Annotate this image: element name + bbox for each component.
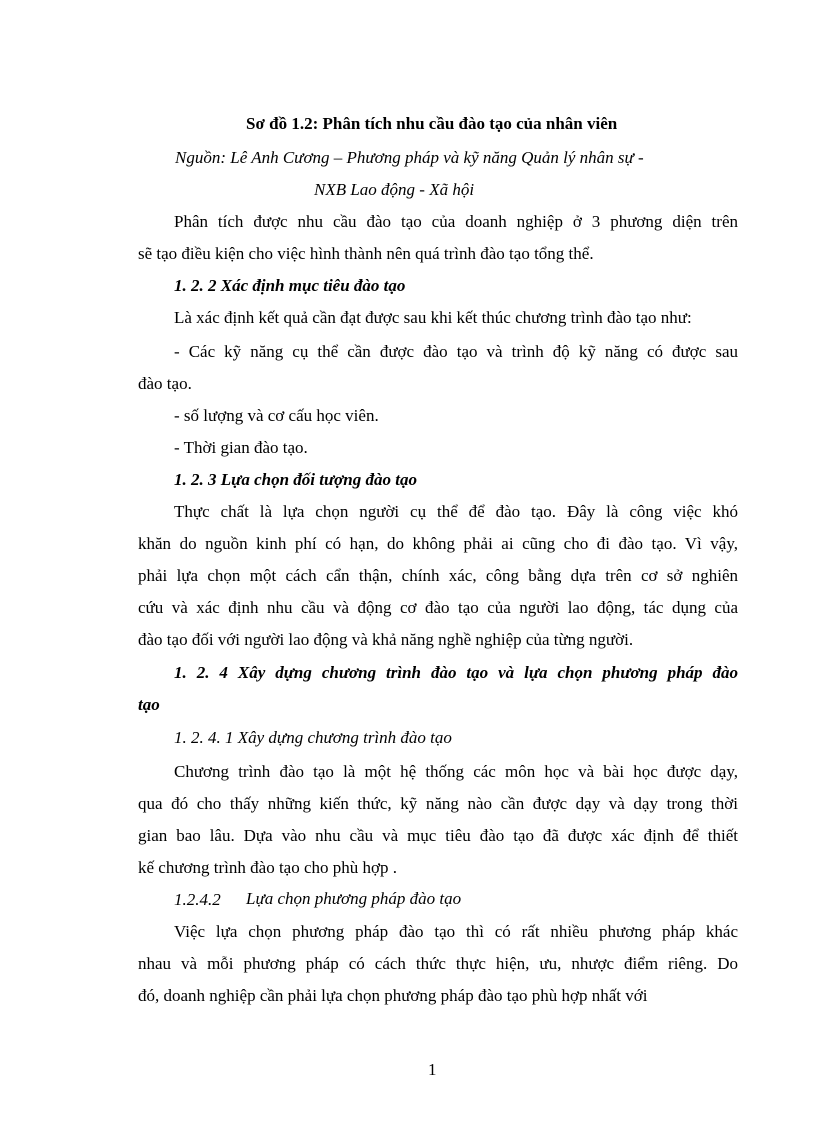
bullet-duration: - Thời gian đào tạo. (174, 438, 308, 457)
paragraph-line: khăn do nguồn kinh phí có hạn, do không phải ai cũng cho đi đào tạo. Vì vậy, (138, 534, 738, 553)
bullet-skills-line-2: đào tạo. (138, 374, 192, 393)
paragraph-line: qua đó cho thấy những kiến thức, kỹ năng nào cần được dạy và dạy trong thời (138, 794, 738, 813)
source-line-1: Nguồn: Lê Anh Cương – Phương pháp và kỹ năng Quản lý nhân sự - (175, 148, 644, 167)
section-heading-1-2-4-line-2: tạo (138, 695, 160, 714)
paragraph-line: phải lựa chọn một cách cẩn thận, chính xác, công bằng dựa trên cơ sở nghiên (138, 566, 738, 585)
section-heading-1-2-2: 1. 2. 2 Xác định mục tiêu đào tạo (174, 276, 406, 295)
subsection-number-1-2-4-2: 1.2.4.2 (174, 890, 221, 909)
paragraph-line: đó, doanh nghiệp cần phải lựa chọn phương pháp đào tạo phù hợp nhất với (138, 986, 648, 1005)
intro-line-1: Phân tích được nhu cầu đào tạo của doanh nghiệp ở 3 phương diện trên (174, 212, 738, 231)
paragraph-line: kế chương trình đào tạo cho phù hợp . (138, 858, 398, 877)
source-line-2: NXB Lao động - Xã hội (314, 180, 475, 199)
bullet-learners: - số lượng và cơ cấu học viên. (174, 406, 379, 425)
subsection-heading-1-2-4-1: 1. 2. 4. 1 Xây dựng chương trình đào tạo (174, 728, 452, 747)
subsection-title-1-2-4-2: Lựa chọn phương pháp đào tạo (246, 889, 462, 908)
paragraph-line: gian bao lâu. Dựa vào nhu cầu và mục tiêu đào tạo đã được xác định để thiết (138, 826, 738, 845)
intro-line-2: sẽ tạo điều kiện cho việc hình thành nên quá trình đào tạo tổng thể. (138, 244, 594, 263)
section-heading-1-2-4-line-1: 1. 2. 4 Xây dựng chương trình đào tạo và lựa chọn phương pháp đào (174, 663, 738, 682)
bullet-skills-line-1: - Các kỹ năng cụ thể cần được đào tạo và trình độ kỹ năng có được sau (174, 342, 738, 361)
paragraph-line: nhau và mỗi phương pháp có cách thức thực hiện, ưu, nhược điểm riêng. Do (138, 954, 738, 973)
paragraph-line: Thực chất là lựa chọn người cụ thể để đào tạo. Đây là công việc khó (174, 502, 738, 521)
paragraph-line: Việc lựa chọn phương pháp đào tạo thì có rất nhiều phương pháp khác (174, 922, 738, 941)
paragraph-line: cứu và xác định nhu cầu và động cơ đào tạo của người lao động, tác dụng của (138, 598, 738, 617)
figure-caption: Sơ đồ 1.2: Phân tích nhu cầu đào tạo của nhân viên (246, 114, 618, 133)
paragraph-line: đào tạo đối với người lao động và khả năng nghề nghiệp của từng người. (138, 630, 634, 649)
section-heading-1-2-3: 1. 2. 3 Lựa chọn đối tượng đào tạo (174, 470, 417, 489)
paragraph: Là xác định kết quả cần đạt được sau khi kết thúc chương trình đào tạo như: (174, 308, 692, 327)
page-number: 1 (428, 1060, 437, 1079)
paragraph-line: Chương trình đào tạo là một hệ thống các môn học và bài học được dạy, (174, 762, 738, 781)
